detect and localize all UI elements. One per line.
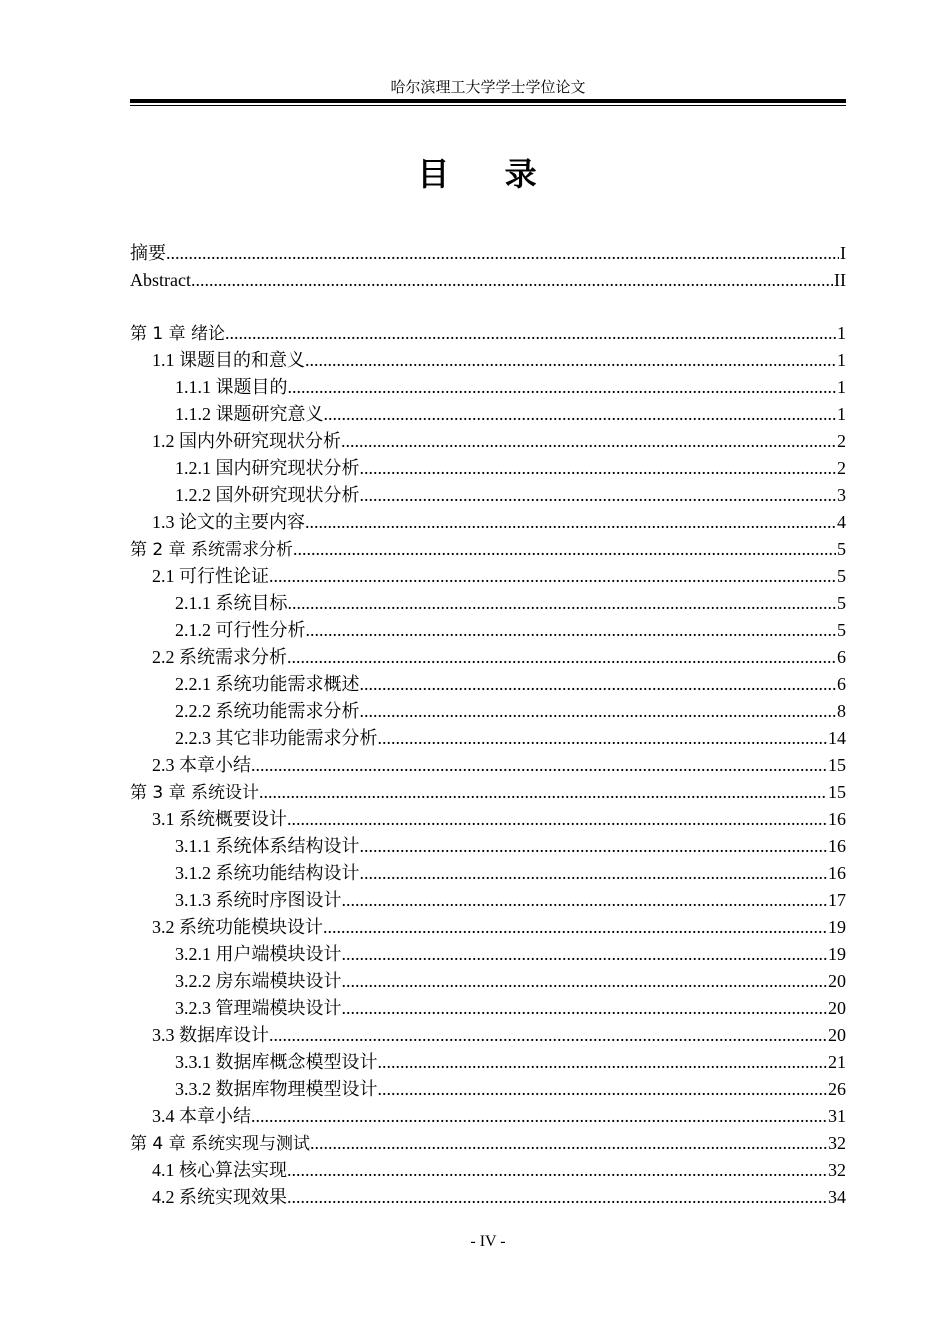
toc-entry-page: 21 [828, 1052, 846, 1072]
toc-entry-title: 3.1 系统概要设计 [152, 809, 287, 829]
toc-entry-title: 2.1.2 可行性分析 [175, 620, 306, 640]
toc-entry-page: 5 [837, 539, 846, 559]
toc-dot-leader [360, 455, 837, 482]
toc-entry-title: 1.1.2 课题研究意义 [175, 404, 324, 424]
toc-entry-title: 1.1 课题目的和意义 [152, 350, 305, 370]
toc-dot-leader [293, 536, 836, 563]
toc-dot-leader [305, 509, 836, 536]
toc-entry-title: 3.3 数据库设计 [152, 1025, 269, 1045]
toc-entry-title: 3.1.1 系统体系结构设计 [175, 836, 360, 856]
toc-entry-title: Abstract [130, 270, 191, 290]
toc-dot-leader [191, 267, 833, 294]
toc-dot-leader [360, 482, 837, 509]
toc-entry-page: I [840, 243, 846, 263]
table-of-contents [130, 240, 846, 1211]
toc-dot-leader [378, 725, 828, 752]
toc-entry-title: 3.4 本章小结 [152, 1106, 251, 1126]
toc-entry-page: 16 [828, 836, 846, 856]
toc-entry-title: 1.3 论文的主要内容 [152, 512, 305, 532]
toc-entry-title: 摘要 [130, 243, 166, 263]
toc-entry-page: 16 [828, 809, 846, 829]
toc-entry-title: 3.2.2 房东端模块设计 [175, 971, 342, 991]
toc-dot-leader [310, 1130, 827, 1157]
toc-entry[interactable] [130, 509, 846, 536]
toc-entry-title: 第 4 章 系统实现与测试 [130, 1134, 311, 1154]
toc-entry-title: 2.2.3 其它非功能需求分析 [175, 728, 378, 748]
toc-dot-leader [378, 1049, 828, 1076]
toc-entry-title: 3.3.1 数据库概念模型设计 [175, 1052, 378, 1072]
toc-entry-title: 2.2.1 系统功能需求概述 [175, 674, 360, 694]
toc-entry-page: 4 [837, 512, 846, 532]
toc-dot-leader [251, 752, 827, 779]
toc-entry-page: 17 [828, 890, 846, 910]
toc-entry[interactable] [130, 428, 846, 455]
toc-entry[interactable] [130, 1103, 846, 1130]
toc-dot-leader [269, 1022, 827, 1049]
toc-dot-leader [306, 617, 837, 644]
toc-entry[interactable] [130, 374, 846, 401]
toc-entry[interactable] [130, 941, 846, 968]
toc-dot-leader [342, 941, 828, 968]
toc-entry[interactable] [130, 455, 846, 482]
toc-dot-leader [287, 1157, 827, 1184]
toc-dot-leader [287, 1184, 827, 1211]
toc-entry[interactable] [130, 779, 846, 806]
toc-dot-leader [305, 347, 836, 374]
toc-entry-title: 2.1 可行性论证 [152, 566, 269, 586]
toc-entry-page: 6 [837, 674, 846, 694]
toc-entry-page: 1 [837, 377, 846, 397]
toc-entry[interactable] [130, 725, 846, 752]
toc-entry[interactable] [130, 1049, 846, 1076]
toc-dot-leader [259, 779, 827, 806]
toc-entry-page: 20 [828, 971, 846, 991]
toc-entry[interactable] [130, 347, 846, 374]
toc-entry-page: 32 [828, 1133, 846, 1153]
toc-entry-page: 15 [828, 755, 846, 775]
toc-entry[interactable] [130, 1184, 846, 1211]
header-rule-thin [130, 105, 846, 106]
toc-entry[interactable] [130, 267, 846, 294]
toc-entry-title: 第 2 章 系统需求分析 [130, 540, 294, 560]
toc-entry-page: 31 [828, 1106, 846, 1126]
toc-entry-page: 1 [837, 323, 846, 343]
toc-dot-leader [288, 374, 837, 401]
toc-dot-leader [323, 914, 827, 941]
toc-entry-page: 2 [837, 431, 846, 451]
header-rule-thick [130, 99, 846, 103]
toc-entry[interactable] [130, 320, 846, 347]
toc-entry-page: 20 [828, 1025, 846, 1045]
toc-dot-leader [225, 320, 836, 347]
page-number: - IV - [470, 1233, 506, 1250]
toc-entry-page: 32 [828, 1160, 846, 1180]
toc-entry-page: 2 [837, 458, 846, 478]
toc-entry-title: 1.2 国内外研究现状分析 [152, 431, 341, 451]
toc-entry[interactable] [130, 995, 846, 1022]
toc-entry[interactable] [130, 617, 846, 644]
toc-entry[interactable] [130, 563, 846, 590]
toc-entry[interactable] [130, 914, 846, 941]
toc-entry-page: 5 [837, 620, 846, 640]
toc-dot-leader [378, 1076, 828, 1103]
toc-entry[interactable] [130, 482, 846, 509]
toc-dot-leader [166, 240, 839, 267]
toc-entry-title: 3.1.3 系统时序图设计 [175, 890, 342, 910]
toc-entry-page: II [834, 270, 846, 290]
toc-dot-leader [341, 428, 836, 455]
toc-entry[interactable] [130, 698, 846, 725]
toc-entry[interactable] [130, 590, 846, 617]
toc-entry-page: 6 [837, 647, 846, 667]
toc-entry[interactable] [130, 860, 846, 887]
toc-entry[interactable] [130, 536, 846, 563]
toc-dot-leader [342, 995, 828, 1022]
toc-entry-page: 15 [828, 782, 846, 802]
toc-entry[interactable] [130, 240, 846, 267]
toc-entry-page: 5 [837, 566, 846, 586]
toc-entry-page: 3 [837, 485, 846, 505]
toc-entry-page: 16 [828, 863, 846, 883]
toc-entry-page: 20 [828, 998, 846, 1018]
toc-entry[interactable] [130, 644, 846, 671]
toc-entry-title: 第 1 章 绪论 [130, 324, 226, 344]
toc-entry-page: 19 [828, 944, 846, 964]
toc-dot-leader [342, 968, 828, 995]
toc-entry-title: 1.2.2 国外研究现状分析 [175, 485, 360, 505]
toc-dot-leader [360, 671, 837, 698]
toc-entry-title: 2.2 系统需求分析 [152, 647, 287, 667]
toc-entry-page: 8 [837, 701, 846, 721]
toc-entry[interactable] [130, 1022, 846, 1049]
toc-entry-page: 19 [828, 917, 846, 937]
toc-entry[interactable] [130, 1157, 846, 1184]
toc-entry-title: 3.1.2 系统功能结构设计 [175, 863, 360, 883]
toc-entry[interactable] [130, 401, 846, 428]
toc-entry-page: 1 [837, 350, 846, 370]
toc-entry[interactable] [130, 968, 846, 995]
toc-entry-title: 4.1 核心算法实现 [152, 1160, 287, 1180]
toc-entry[interactable] [130, 887, 846, 914]
toc-entry-page: 5 [837, 593, 846, 613]
toc-dot-leader [360, 833, 828, 860]
toc-entry-title: 2.3 本章小结 [152, 755, 251, 775]
toc-entry-title: 2.2.2 系统功能需求分析 [175, 701, 360, 721]
toc-dot-leader [324, 401, 837, 428]
toc-entry-title: 3.2.3 管理端模块设计 [175, 998, 342, 1018]
toc-entry-title: 3.3.2 数据库物理模型设计 [175, 1079, 378, 1099]
toc-entry[interactable] [130, 1076, 846, 1103]
toc-entry-title: 3.2 系统功能模块设计 [152, 917, 323, 937]
toc-entry-title: 1.1.1 课题目的 [175, 377, 288, 397]
toc-dot-leader [269, 563, 836, 590]
toc-entry-title: 1.2.1 国内研究现状分析 [175, 458, 360, 478]
page-title: 目 录 [417, 155, 559, 193]
toc-entry[interactable] [130, 806, 846, 833]
toc-entry-page: 14 [828, 728, 846, 748]
toc-entry-title: 3.2.1 用户端模块设计 [175, 944, 342, 964]
toc-dot-leader [251, 1103, 827, 1130]
toc-entry-title: 2.1.1 系统目标 [175, 593, 288, 613]
toc-entry-title: 4.2 系统实现效果 [152, 1187, 287, 1207]
toc-entry-title: 第 3 章 系统设计 [130, 783, 260, 803]
toc-entry[interactable] [130, 671, 846, 698]
toc-entry-page: 26 [828, 1079, 846, 1099]
toc-entry[interactable] [130, 1130, 846, 1157]
toc-dot-leader [342, 887, 828, 914]
toc-entry-page: 34 [828, 1187, 846, 1207]
toc-dot-leader [287, 806, 827, 833]
toc-dot-leader [287, 644, 836, 671]
toc-entry-page: 1 [837, 404, 846, 424]
toc-entry[interactable] [130, 833, 846, 860]
toc-dot-leader [360, 698, 837, 725]
toc-dot-leader [360, 860, 828, 887]
toc-entry[interactable] [130, 752, 846, 779]
running-header: 哈尔滨理工大学学士学位论文 [390, 80, 586, 96]
toc-dot-leader [288, 590, 837, 617]
